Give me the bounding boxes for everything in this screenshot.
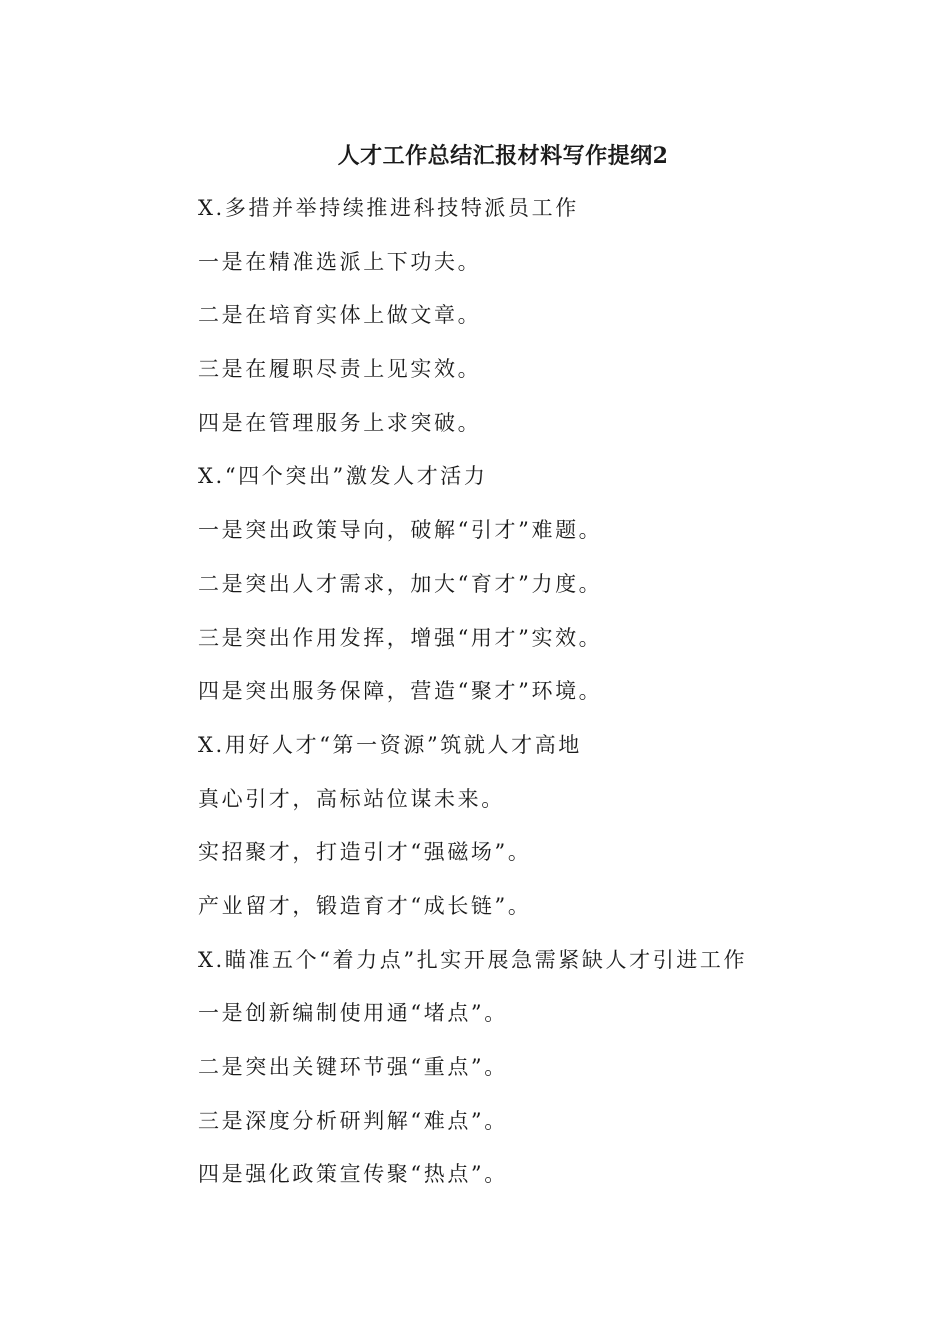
paragraph-line: 三是在履职尽责上见实效。 xyxy=(198,357,482,382)
paragraph-line: 真心引才，高标站位谋未来。 xyxy=(198,786,505,811)
section-heading: X.瞄准五个“着力点”扎实开展急需紧缺人才引进工作 xyxy=(198,947,748,972)
paragraph-line: 产业留才，锻造育才“成长链”。 xyxy=(198,893,532,918)
paragraph-line: 实招聚才，打造引才“强磁场”。 xyxy=(198,840,532,865)
paragraph-line: 一是创新编制使用通“堵点”。 xyxy=(198,1001,508,1026)
paragraph-line: 一是突出政策导向，破解“引才”难题。 xyxy=(198,518,603,543)
paragraph-line: 四是在管理服务上求突破。 xyxy=(198,410,482,435)
paragraph-line: 三是深度分析研判解“难点”。 xyxy=(198,1108,508,1133)
section-heading: X.用好人才“第一资源”筑就人才高地 xyxy=(198,732,582,757)
paragraph-line: 四是突出服务保障，营造“聚才”环境。 xyxy=(198,679,603,704)
document-body xyxy=(198,190,918,1210)
section-heading: X.“四个突出”激发人才活力 xyxy=(198,464,488,489)
paragraph-line: 二是突出关键环节强“重点”。 xyxy=(198,1055,508,1079)
paragraph-line: 二是突出人才需求，加大“育才”力度。 xyxy=(198,571,603,596)
paragraph-line: 三是突出作用发挥，增强“用才”实效。 xyxy=(198,625,603,650)
paragraph-line: 四是强化政策宣传聚“热点”。 xyxy=(198,1162,508,1187)
section-heading: X.多措并举持续推进科技特派员工作 xyxy=(198,196,579,220)
paragraph-line: 一是在精准选派上下功夫。 xyxy=(198,249,482,274)
document-title: 人才工作总结汇报材料写作提纲2 xyxy=(337,143,669,169)
paragraph-line: 二是在培育实体上做文章。 xyxy=(198,303,482,328)
